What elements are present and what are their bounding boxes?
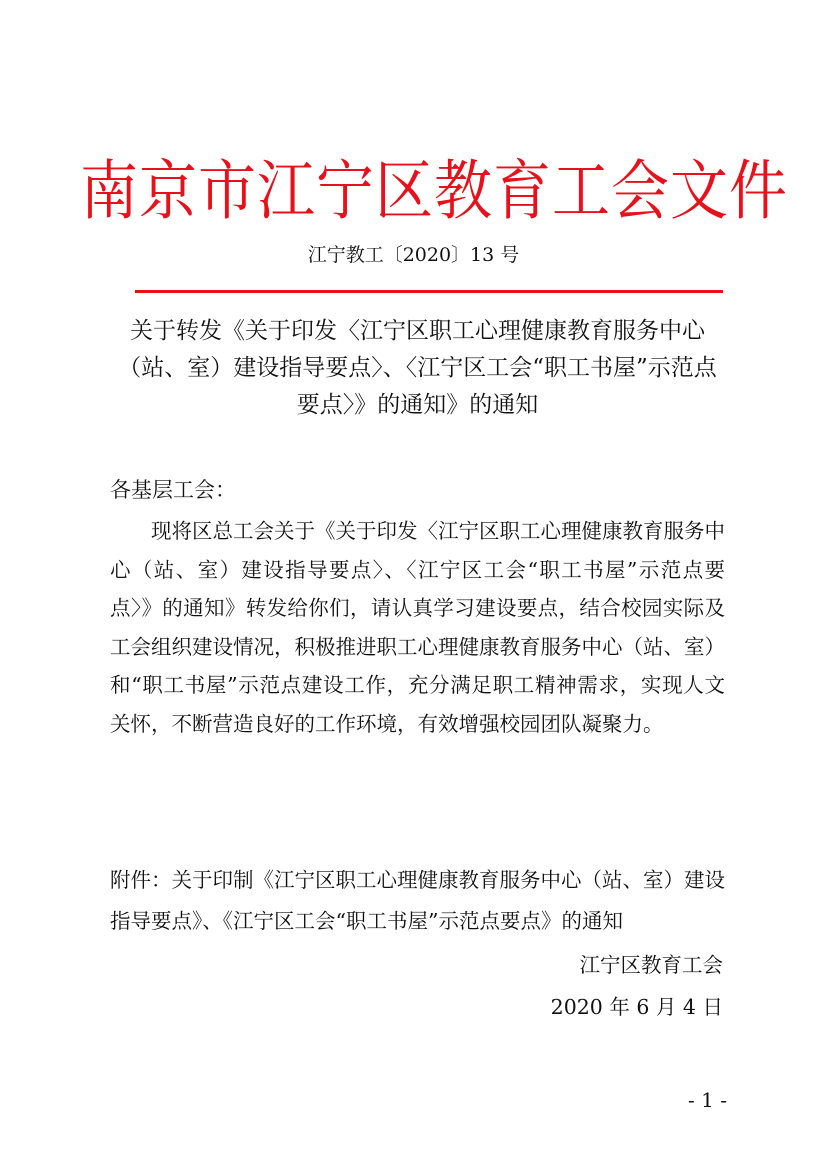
document-number: 江宁教工〔2020〕13 号 bbox=[307, 244, 520, 266]
signing-date: 2020 年 6 月 4 日 bbox=[550, 995, 723, 1019]
red-divider-line bbox=[135, 290, 723, 293]
body-paragraph: 现将区总工会关于《关于印发〈江宁区职工心理健康教育服务中心（站、室）建设指导要点〉、〈江宁区工会“职工书屋”示范点要点〉》的通知》转发给你们，请认真学习建设要点，结合校园实际及工会组织建设情况，积极推进职工心理健康教育服务中心（站、室）和“职工书屋”示范点建设工作，充分满足职工精神需求，实现人文关怀，不断营造良好的工作环境，有效增强校园团队凝聚力。 bbox=[110, 519, 725, 736]
document-header-title: 南京市江宁区教育工会文件 bbox=[80, 152, 789, 229]
red-divider-bar bbox=[135, 290, 723, 293]
attachment-note: 附件：关于印制《江宁区职工心理健康教育服务中心（站、室）建设指导要点》、《江宁区工会“职工书屋”示范点要点》的通知 bbox=[110, 868, 725, 933]
notice-title: 关于转发《关于印发〈江宁区职工心理健康教育服务中心（站、室）建设指导要点〉、〈江宁区工会“职工书屋”示范点要点〉》的通知》的通知 bbox=[118, 318, 717, 418]
salutation: 各基层工会： bbox=[110, 478, 236, 502]
page-number: - 1 - bbox=[688, 1088, 727, 1112]
signing-organization: 江宁区教育工会 bbox=[579, 953, 723, 977]
